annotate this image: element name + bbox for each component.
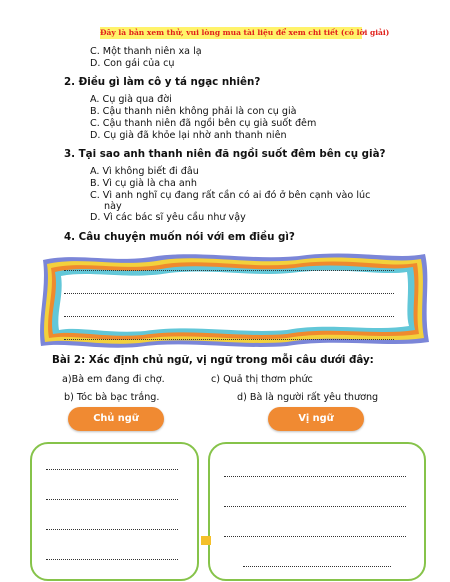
q3-option-a: A. Vì không biết đi đâu xyxy=(90,166,199,177)
q3-option-c: C. Vì anh nghĩ cụ đang rất cần có ai đó ở bên cạnh vào lúc xyxy=(90,190,371,201)
answer-line-4[interactable] xyxy=(64,339,394,340)
predicate-line-3[interactable] xyxy=(224,536,406,537)
sentence-b: b) Tóc bà bạc trắng. xyxy=(64,392,160,403)
q2-option-c: C. Cậu thanh niên đã ngồi bên cụ già suốt đêm xyxy=(90,118,317,129)
predicate-answer-box[interactable] xyxy=(208,442,426,581)
question-4-title: 4. Câu chuyện muốn nói với em điều gì? xyxy=(64,231,295,243)
question-3-title: 3. Tại sao anh thanh niên đã ngồi suốt đêm bên cụ già? xyxy=(64,148,386,160)
predicate-line-2[interactable] xyxy=(224,506,406,507)
q2-option-b: B. Cậu thanh niên không phải là con cụ già xyxy=(90,106,297,117)
answer-line-2[interactable] xyxy=(64,293,394,294)
q3-option-d: D. Vì các bác sĩ yêu cầu như vậy xyxy=(90,212,246,223)
decorative-answer-frame xyxy=(37,250,431,350)
page-tab-marker xyxy=(201,536,211,545)
subject-line-3[interactable] xyxy=(46,529,178,530)
preview-banner: Đây là bản xem thử, vui lòng mua tài liệu để xem chi tiết (có lời giải) xyxy=(100,28,390,37)
q2-option-d: D. Cụ già đã khỏe lại nhờ anh thanh niên xyxy=(90,130,287,141)
subject-line-1[interactable] xyxy=(46,469,178,470)
q1-option-c: C. Một thanh niên xa lạ xyxy=(90,46,202,57)
q2-option-a: A. Cụ già qua đời xyxy=(90,94,172,105)
predicate-label-button: Vị ngữ xyxy=(268,407,364,431)
answer-line-1[interactable] xyxy=(64,270,394,271)
sentence-c: c) Quả thị thơm phức xyxy=(211,374,313,385)
subject-line-2[interactable] xyxy=(46,499,178,500)
sentence-d: d) Bà là người rất yêu thương xyxy=(237,392,379,403)
subject-line-4[interactable] xyxy=(46,559,178,560)
answer-line-3[interactable] xyxy=(64,316,394,317)
q1-option-d: D. Con gái của cụ xyxy=(90,58,175,69)
q3-option-b: B. Vì cụ già là cha anh xyxy=(90,178,197,189)
question-2-title: 2. Điều gì làm cô y tá ngạc nhiên? xyxy=(64,76,261,88)
predicate-line-4[interactable] xyxy=(243,566,391,567)
predicate-line-1[interactable] xyxy=(224,476,406,477)
subject-label-button: Chủ ngữ xyxy=(68,407,164,431)
subject-answer-box[interactable] xyxy=(30,442,199,581)
q3-option-c-continued: này xyxy=(104,201,122,212)
sentence-a: a)Bà em đang đi chợ. xyxy=(62,374,165,385)
exercise-2-title: Bài 2: Xác định chủ ngữ, vị ngữ trong mỗi câu dưới đây: xyxy=(52,354,374,366)
